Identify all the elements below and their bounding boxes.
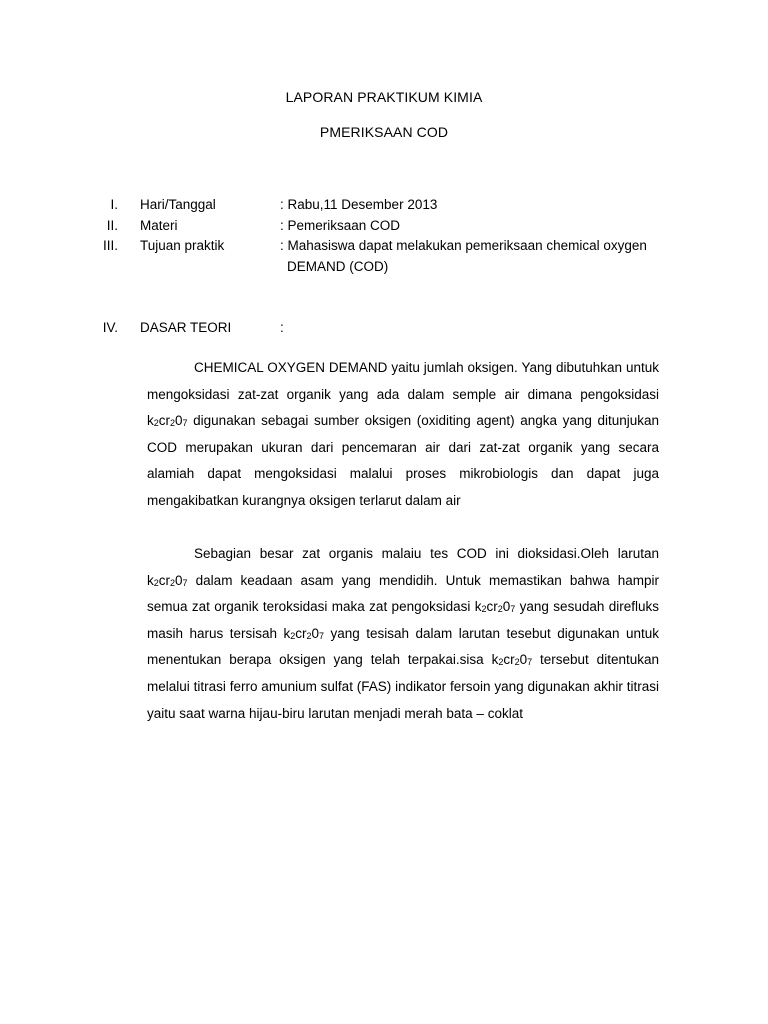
chemical-formula: $k_2cr_20_7$	[147, 413, 188, 429]
item-label: Hari/Tanggal	[140, 197, 216, 212]
theory-paragraph-2	[147, 541, 659, 727]
report-title: LAPORAN PRAKTIKUM KIMIA	[285, 89, 483, 105]
item-value-continuation: DEMAND (COD)	[287, 259, 389, 274]
report-subtitle: PMERIKSAAN COD	[319, 124, 449, 140]
chemical-formula: $k_2cr_20_7$	[147, 572, 188, 588]
chemical-formula: $k_2cr_20_7$	[491, 652, 533, 668]
paragraph-text: CHEMICAL OXYGEN DEMAND yaitu jumlah oksigen. Yang dibutuhkan untuk mengoksidasi zat-zat organik yang ada dalam semple air dimana pengoksidasi $k_2cr_20_7$ digunakan sebagai sumber oksigen (oxiditing agent) angka yang ditunjukan COD merupakan ukuran dari pencemaran air dari zat-zat organik yang secara alamiah dapat mengoksidasi malalui proses mikrobiologis dan dapat juga mengakibatkan kurangnya oksigen terlarut dalam air	[147, 360, 659, 508]
chemical-formula: $k_2cr_20_7$	[474, 599, 516, 615]
item-value: :	[280, 320, 284, 335]
item-value: : Mahasiswa dapat melakukan pemeriksaan chemical oxygen	[280, 238, 647, 253]
item-label: DASAR TEORI	[140, 320, 232, 335]
chemical-formula: $k_2cr_20_7$	[283, 625, 325, 641]
item-label: Tujuan praktik	[140, 238, 225, 253]
item-label: Materi	[140, 218, 178, 233]
item-number: IV.	[102, 320, 118, 335]
paragraph-text: Sebagian besar zat organis malaiu tes COD ini dioksidasi.Oleh larutan $k_2cr_20_7$ dalam keadaan asam yang mendidih. Untuk memastikan bahwa hampir semua zat organik teroksidasi maka zat pengoksidasi $k_2cr_20_7$ yang sesudah direfluks masih harus tersisah $k_2cr_20_7$ yang tesisah dalam larutan tesebut digunakan untuk menentukan berapa oksigen yang telah terpakai.sisa $k_2cr_20_7$ tersebut ditentukan melalui titrasi ferro amunium sulfat (FAS) indikator fersoin yang digunakan akhir titrasi yaitu saat warna hijau-biru larutan menjadi merah bata – coklat	[147, 546, 659, 721]
item-number: I.	[110, 197, 118, 212]
theory-paragraph-1	[147, 355, 659, 515]
item-value: : Rabu,11 Desember 2013	[280, 197, 438, 212]
item-value: : Pemeriksaan COD	[280, 218, 401, 233]
item-number: II.	[106, 218, 118, 233]
item-number: III.	[102, 238, 118, 253]
